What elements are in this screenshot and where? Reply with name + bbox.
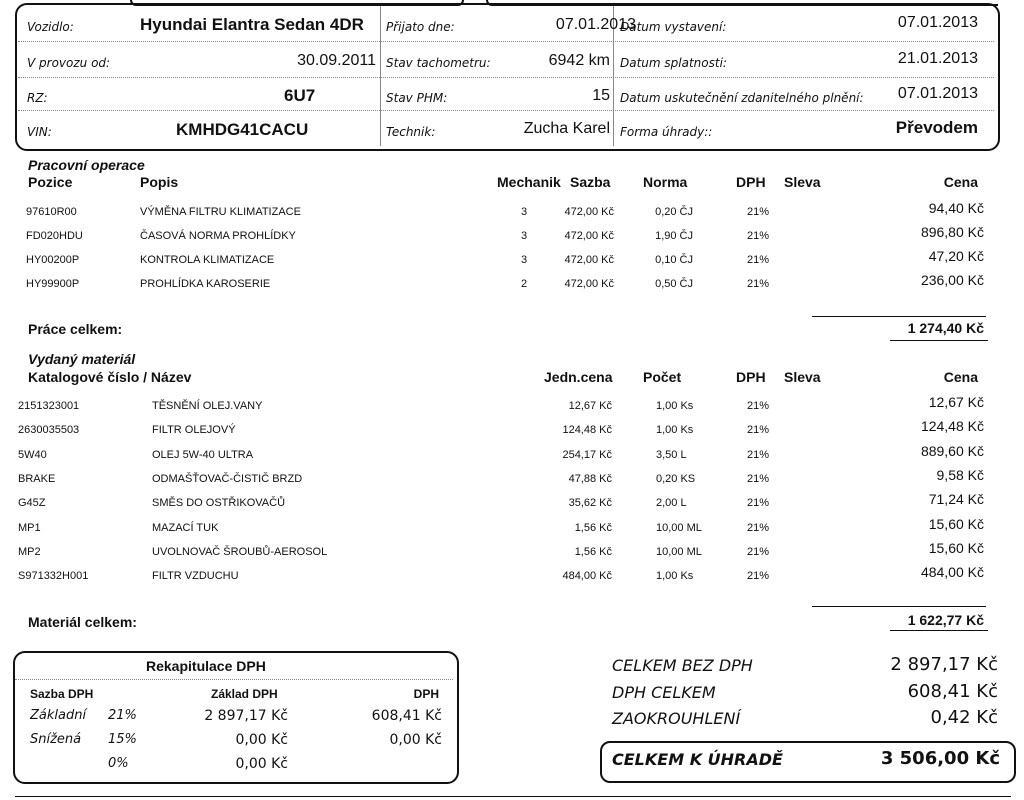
- material-code: 5W40: [18, 448, 47, 461]
- received-value: 07.01.2013: [555, 16, 636, 33]
- work-row: [0, 248, 1024, 268]
- vat-recap-row: [0, 708, 1024, 728]
- material-price: 889,60 Kč: [920, 442, 984, 459]
- plate-value: 6U7: [284, 86, 316, 105]
- material-price: 124,48 Kč: [920, 418, 984, 435]
- material-vat: 21%: [747, 472, 770, 485]
- material-header-row: [0, 369, 1024, 389]
- material-price: 15,60 Kč: [928, 515, 984, 532]
- material-code: BRAKE: [18, 472, 56, 485]
- col-discount: Sleva: [784, 369, 821, 385]
- header-row-line-1: [18, 41, 994, 42]
- vat-rate-percent: 21%: [108, 708, 137, 723]
- material-name: ODMAŠŤOVAČ-ČISTIČ BRZD: [152, 472, 303, 485]
- material-unit-price: 484,00 Kč: [562, 570, 612, 583]
- col-quantity: Počet: [643, 369, 682, 385]
- material-price: 9,58 Kč: [936, 466, 984, 483]
- total-without-vat-label: CELKEM BEZ DPH: [612, 656, 753, 675]
- work-norm: 0,10 ČJ: [655, 254, 693, 266]
- work-position: HY00200P: [26, 254, 80, 266]
- material-total-value: 1 622,77 Kč: [907, 612, 984, 628]
- work-price: 236,00 Kč: [920, 272, 984, 288]
- vat-recap-title: Rekapitulace DPH: [146, 658, 266, 674]
- material-vat: 21%: [747, 570, 770, 583]
- in-service-value: 30.09.2011: [297, 52, 376, 69]
- vat-rate-percent: 15%: [108, 732, 137, 747]
- material-code: MP2: [18, 545, 41, 558]
- material-name: UVOLNOVAČ ŠROUBŮ-AEROSOL: [152, 545, 328, 558]
- col-vat: DPH: [736, 174, 766, 190]
- col-position: Pozice: [28, 174, 73, 190]
- header-row-line-3: [18, 110, 994, 111]
- work-total-underline: [890, 340, 988, 341]
- material-code: S971332H001: [18, 570, 89, 583]
- vat-total-value: 608,41 Kč: [907, 681, 998, 702]
- amount-due-label: CELKEM K ÚHRADĚ: [612, 750, 783, 769]
- col-price: Cena: [943, 174, 978, 190]
- col-rate: Sazba: [570, 174, 611, 190]
- material-quantity: 1,00 Ks: [656, 424, 694, 437]
- work-mechanic: 3: [521, 254, 528, 266]
- work-header-row: [0, 174, 1024, 194]
- work-rate: 472,00 Kč: [564, 278, 614, 290]
- material-name: OLEJ 5W-40 ULTRA: [152, 448, 254, 461]
- material-name: TĚSNĚNÍ OLEJ.VANY: [152, 400, 263, 412]
- vat-rate-name: Snížená: [30, 732, 82, 747]
- payment-label: Forma úhrady::: [620, 125, 713, 139]
- vat-recap-col-rate: Sazba DPH: [30, 687, 94, 701]
- material-unit-price: 254,17 Kč: [562, 448, 612, 461]
- odometer-value: 6942 km: [548, 52, 610, 69]
- work-section-title: Pracovní operace: [28, 157, 145, 173]
- material-unit-price: 124,48 Kč: [562, 424, 612, 437]
- work-description: PROHLÍDKA KAROSERIE: [140, 278, 271, 290]
- work-price: 94,40 Kč: [928, 200, 984, 216]
- upper-box-remnant-left: [130, 0, 464, 6]
- technician-value: Zucha Karel: [523, 120, 610, 137]
- in-service-label: V provozu od:: [27, 56, 111, 70]
- col-norm: Norma: [643, 174, 688, 190]
- material-row: [0, 394, 1024, 414]
- material-name: SMĚS DO OSTŘIKOVAČŮ: [152, 497, 286, 510]
- vat-recap-col-base: Základ DPH: [211, 687, 278, 701]
- fuel-value: 15: [592, 87, 610, 104]
- vat-rate-name: Základní: [30, 708, 87, 723]
- material-quantity: 0,20 KS: [656, 472, 696, 485]
- work-mechanic: 3: [521, 206, 528, 218]
- material-unit-price: 1,56 Kč: [574, 545, 612, 558]
- col-mechanic: Mechanik: [497, 174, 561, 190]
- col-discount: Sleva: [784, 174, 821, 190]
- due-date-label: Datum splatnosti:: [620, 56, 727, 70]
- work-row: [0, 224, 1024, 244]
- material-vat: 21%: [747, 545, 770, 558]
- rounding-label: ZAOKROUHLENÍ: [612, 709, 741, 728]
- work-rate: 472,00 Kč: [564, 206, 614, 218]
- rounding-value: 0,42 Kč: [930, 707, 998, 728]
- vat-base: 0,00 Kč: [235, 756, 288, 772]
- material-code: G45Z: [18, 497, 46, 510]
- material-vat: 21%: [747, 448, 770, 461]
- work-price: 47,20 Kč: [928, 248, 984, 264]
- material-quantity: 10,00 ML: [656, 521, 702, 534]
- material-price: 484,00 Kč: [920, 564, 984, 581]
- material-row: [0, 516, 1024, 536]
- material-price: 15,60 Kč: [928, 539, 984, 556]
- fuel-label: Stav PHM:: [386, 91, 448, 105]
- work-vat: 21%: [747, 278, 770, 290]
- work-norm: 0,20 ČJ: [655, 206, 693, 218]
- material-unit-price: 12,67 Kč: [568, 400, 612, 412]
- work-total-label: Práce celkem:: [28, 321, 123, 337]
- vin-label: VIN:: [27, 125, 52, 139]
- material-code: 2151323001: [18, 400, 80, 412]
- vehicle-label: Vozidlo:: [27, 20, 74, 34]
- odometer-label: Stav tachometru:: [386, 56, 491, 70]
- work-vat: 21%: [747, 254, 770, 266]
- work-position: 97610R00: [26, 206, 77, 218]
- material-row: [0, 491, 1024, 511]
- work-row: [0, 272, 1024, 292]
- material-code: MP1: [18, 521, 41, 534]
- vat-recap-col-vat: DPH: [413, 687, 439, 701]
- payment-value: Převodem: [895, 118, 978, 137]
- work-norm: 0,50 ČJ: [655, 278, 693, 290]
- material-quantity: 3,50 L: [656, 448, 687, 461]
- col-catalog: Katalogové číslo / Název: [28, 369, 192, 385]
- material-unit-price: 1,56 Kč: [574, 521, 612, 534]
- work-description: KONTROLA KLIMATIZACE: [140, 254, 275, 266]
- material-row: [0, 467, 1024, 487]
- vat-amount: 0,00 Kč: [389, 732, 442, 748]
- vat-recap-divider: [15, 679, 453, 680]
- work-total-value: 1 274,40 Kč: [907, 320, 984, 336]
- material-row: [0, 564, 1024, 584]
- material-name: FILTR VZDUCHU: [152, 570, 239, 583]
- material-row: [0, 418, 1024, 438]
- material-quantity: 2,00 L: [656, 497, 687, 510]
- vat-amount: 608,41 Kč: [371, 708, 442, 724]
- work-row: [0, 200, 1024, 220]
- header-row-line-2: [18, 77, 994, 78]
- material-vat: 21%: [747, 424, 770, 437]
- material-row: [0, 443, 1024, 463]
- material-unit-price: 35,62 Kč: [568, 497, 612, 510]
- work-vat: 21%: [747, 206, 770, 218]
- vat-base: 2 897,17 Kč: [204, 708, 288, 724]
- material-section-title: Vydaný materiál: [28, 351, 136, 367]
- vehicle-value: Hyundai Elantra Sedan 4DR: [140, 15, 364, 34]
- material-quantity: 1,00 Ks: [656, 400, 694, 412]
- work-mechanic: 3: [521, 230, 528, 242]
- due-date-value: 21.01.2013: [897, 50, 978, 67]
- col-description: Popis: [140, 174, 179, 190]
- vat-rate-percent: 0%: [108, 756, 129, 771]
- vat-base: 0,00 Kč: [235, 732, 288, 748]
- col-unit-price: Jedn.cena: [544, 369, 613, 385]
- taxable-date-label: Datum uskutečnění zdanitelného plnění:: [620, 91, 864, 105]
- amount-due-value: 3 506,00 Kč: [880, 748, 1000, 769]
- material-price: 71,24 Kč: [928, 491, 984, 508]
- material-vat: 21%: [747, 400, 770, 412]
- work-price: 896,80 Kč: [920, 224, 984, 240]
- material-row: [0, 540, 1024, 560]
- received-label: Přijato dne:: [386, 20, 455, 34]
- material-code: 2630035503: [18, 424, 80, 437]
- work-norm: 1,90 ČJ: [655, 230, 693, 242]
- vin-value: KMHDG41CACU: [176, 120, 309, 139]
- issue-date-label: Datum vystavení:: [620, 20, 727, 34]
- material-name: MAZACÍ TUK: [152, 521, 219, 534]
- col-vat: DPH: [736, 369, 766, 385]
- issue-date-value: 07.01.2013: [897, 14, 978, 31]
- work-description: ČASOVÁ NORMA PROHLÍDKY: [140, 230, 296, 242]
- taxable-date-value: 07.01.2013: [897, 85, 978, 102]
- plate-label: RZ:: [27, 91, 48, 105]
- material-total-underline: [890, 630, 988, 631]
- material-quantity: 1,00 Ks: [656, 570, 694, 583]
- material-quantity: 10,00 ML: [656, 545, 702, 558]
- material-vat: 21%: [747, 521, 770, 534]
- work-description: VÝMĚNA FILTRU KLIMATIZACE: [140, 206, 301, 218]
- work-rate: 472,00 Kč: [564, 254, 614, 266]
- material-name: FILTR OLEJOVÝ: [152, 424, 236, 437]
- work-vat: 21%: [747, 230, 770, 242]
- work-total-line: [812, 316, 986, 317]
- work-rate: 472,00 Kč: [564, 230, 614, 242]
- header-divider-1: [380, 6, 381, 146]
- material-vat: 21%: [747, 497, 770, 510]
- material-total-label: Materiál celkem:: [28, 614, 137, 630]
- upper-box-remnant-right: [486, 0, 998, 6]
- technician-label: Technik:: [386, 125, 436, 139]
- work-position: FD020HDU: [26, 230, 83, 242]
- vat-total-label: DPH CELKEM: [612, 683, 716, 702]
- material-unit-price: 47,88 Kč: [568, 472, 612, 485]
- footer-line: [15, 796, 1011, 797]
- material-price: 12,67 Kč: [928, 394, 984, 410]
- work-mechanic: 2: [521, 278, 528, 290]
- material-total-line: [812, 606, 986, 607]
- work-position: HY99900P: [26, 278, 80, 290]
- total-without-vat-value: 2 897,17 Kč: [890, 654, 998, 675]
- col-price: Cena: [943, 369, 978, 385]
